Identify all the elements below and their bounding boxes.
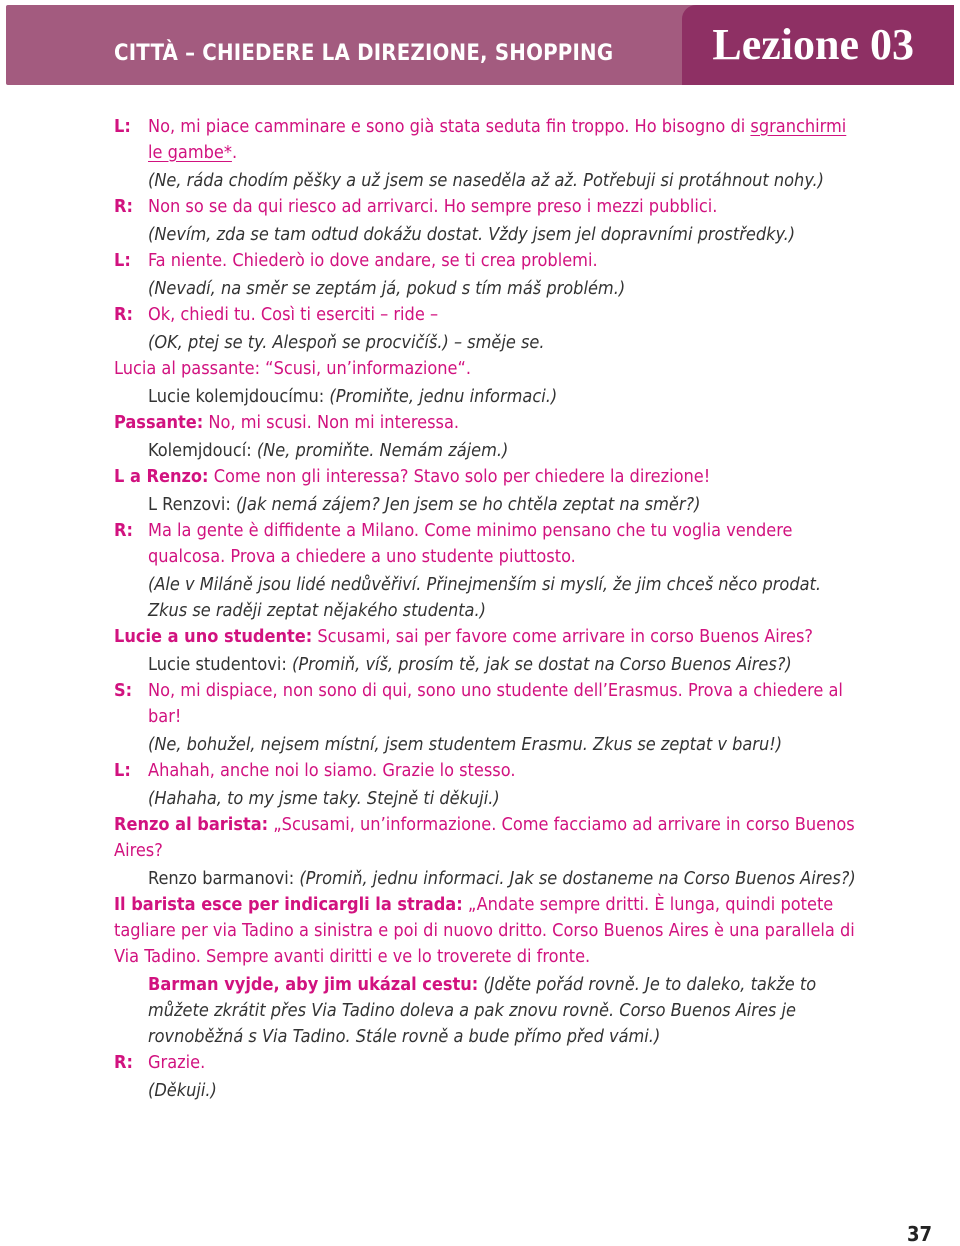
italian-line: L a Renzo: Come non gli interessa? Stavo solo per chiedere la direzione! [114,466,711,487]
italian-line: Ma la gente è diffidente a Milano. Come minimo pensano che tu voglia vendere qualcosa. Prova a chiedere a uno studente piuttosto. [148,520,793,567]
chapter-title: CITTÀ – CHIEDERE LA DIREZIONE, SHOPPING [114,41,614,66]
dialogue-entry [114,248,860,302]
dialogue-entry [114,678,860,758]
dialogue-entry [114,464,860,518]
czech-translation: Lucie kolemjdoucímu: (Promiňte, jednu informaci.) [148,386,558,407]
narration-line: Lucia al passante: “Scusi, un’informazione“. [114,358,471,379]
italian-line: Grazie. [148,1052,206,1073]
dialogue-entry [114,518,860,624]
czech-translation: (Nevím, zda se tam odtud dokážu dostat. Vždy jsem jel dopravními prostředky.) [148,224,796,245]
speaker-label: L: [114,760,131,781]
speaker-label: Passante: [114,412,204,433]
italian-line: Non so se da qui riesco ad arrivarci. Ho sempre preso i mezzi pubblici. [148,196,718,217]
speaker-label: L: [114,116,131,137]
italian-line: Ok, chiedi tu. Così ti eserciti – ride – [148,304,439,325]
italian-line: Ahahah, anche noi lo siamo. Grazie lo stesso. [148,760,516,781]
czech-translation: (Děkuji.) [148,1080,217,1101]
czech-translation: (Nevadí, na směr se zeptám já, pokud s tím máš problém.) [148,278,626,299]
lesson-label: Lezione 03 [712,20,914,69]
speaker-label: L: [114,250,131,271]
italian-line: No, mi dispiace, non sono di qui, sono uno studente dell’Erasmus. Prova a chiedere al bar! [148,680,843,727]
czech-translation: Kolemjdoucí: (Ne, promiňte. Nemám zájem.) [148,440,509,461]
speaker-label: S: [114,680,133,701]
speaker-label: Il barista esce per indicargli la strada: [114,894,463,915]
dialogue-entry [114,302,860,356]
dialogue-entry [114,812,860,892]
speaker-label: L a Renzo: [114,466,209,487]
czech-translation: Barman vyjde, aby jim ukázal cestu: (Jděte pořád rovně. Je to daleko, takže to můžete zkrátit přes Via Tadino doleva a pak znovu rovně. Corso Buenos Aires je rovnoběžná s Via Tadino. Stále rovně a bude přímo před vámi.) [148,974,817,1047]
speaker-label: R: [114,1052,133,1073]
czech-translation: (Ale v Miláně jsou lidé nedůvěřiví. Přinejmenším si myslí, že jim chceš něco prodat. Zkus se raději zeptat nějakého studenta.) [148,574,822,621]
speaker-label: Renzo al barista: [114,814,269,835]
dialogue-entry [114,758,860,812]
czech-translation: (OK, ptej se ty. Alespoň se procvičíš.) – směje se. [148,332,545,353]
czech-translation: Lucie studentovi: (Promiň, víš, prosím tě, jak se dostat na Corso Buenos Aires?) [148,654,792,675]
italian-line: No, mi piace camminare e sono già stata seduta fin troppo. Ho bisogno di sgranchirmi le gambe*. [148,116,847,163]
italian-line: Lucie a uno studente: Scusami, sai per favore come arrivare in corso Buenos Aires? [114,626,814,647]
annotated-phrase: sgranchirmi le gambe* [148,116,847,163]
dialogue [114,114,860,1104]
dialogue-entry [114,624,860,678]
lesson-tab [682,5,954,85]
czech-translation: (Ne, bohužel, nejsem místní, jsem studentem Erasmu. Zkus se zeptat v baru!) [148,734,783,755]
italian-line: Fa niente. Chiederò io dove andare, se ti crea problemi. [148,250,598,271]
czech-translation: (Hahaha, to my jsme taky. Stejně ti děkuji.) [148,788,500,809]
italian-line: Renzo al barista: „Scusami, un’informazione. Come facciamo ad arrivare in corso Buenos Aires? [114,814,855,861]
dialogue-entry [114,356,860,410]
header-band [6,5,954,85]
dialogue-entry [114,892,860,1050]
dialogue-entry [114,1050,860,1104]
czech-translation: L Renzovi: (Jak nemá zájem? Jen jsem se ho chtěla zeptat na směr?) [148,494,701,515]
czech-translation: (Ne, ráda chodím pěšky a už jsem se naseděla až až. Potřebuji si protáhnout nohy.) [148,170,824,191]
dialogue-entry [114,410,860,464]
czech-translation: Renzo barmanovi: (Promiň, jednu informaci. Jak se dostaneme na Corso Buenos Aires?) [148,868,856,889]
italian-line: Passante: No, mi scusi. Non mi interessa. [114,412,460,433]
page-number: 37 [906,1222,932,1246]
speaker-label: Lucie a uno studente: [114,626,313,647]
speaker-label: R: [114,196,133,217]
dialogue-entry [114,194,860,248]
speaker-label: R: [114,304,133,325]
italian-line: Il barista esce per indicargli la strada: „Andate sempre dritti. È lunga, quindi potete tagliare per via Tadino a sinistra e poi di nuovo dritto. Corso Buenos Aires è una parallela di Via Tadino. Sempre avanti diritti e ve lo troverete di fronte. [114,894,855,967]
speaker-label: R: [114,520,133,541]
dialogue-entry [114,114,860,194]
